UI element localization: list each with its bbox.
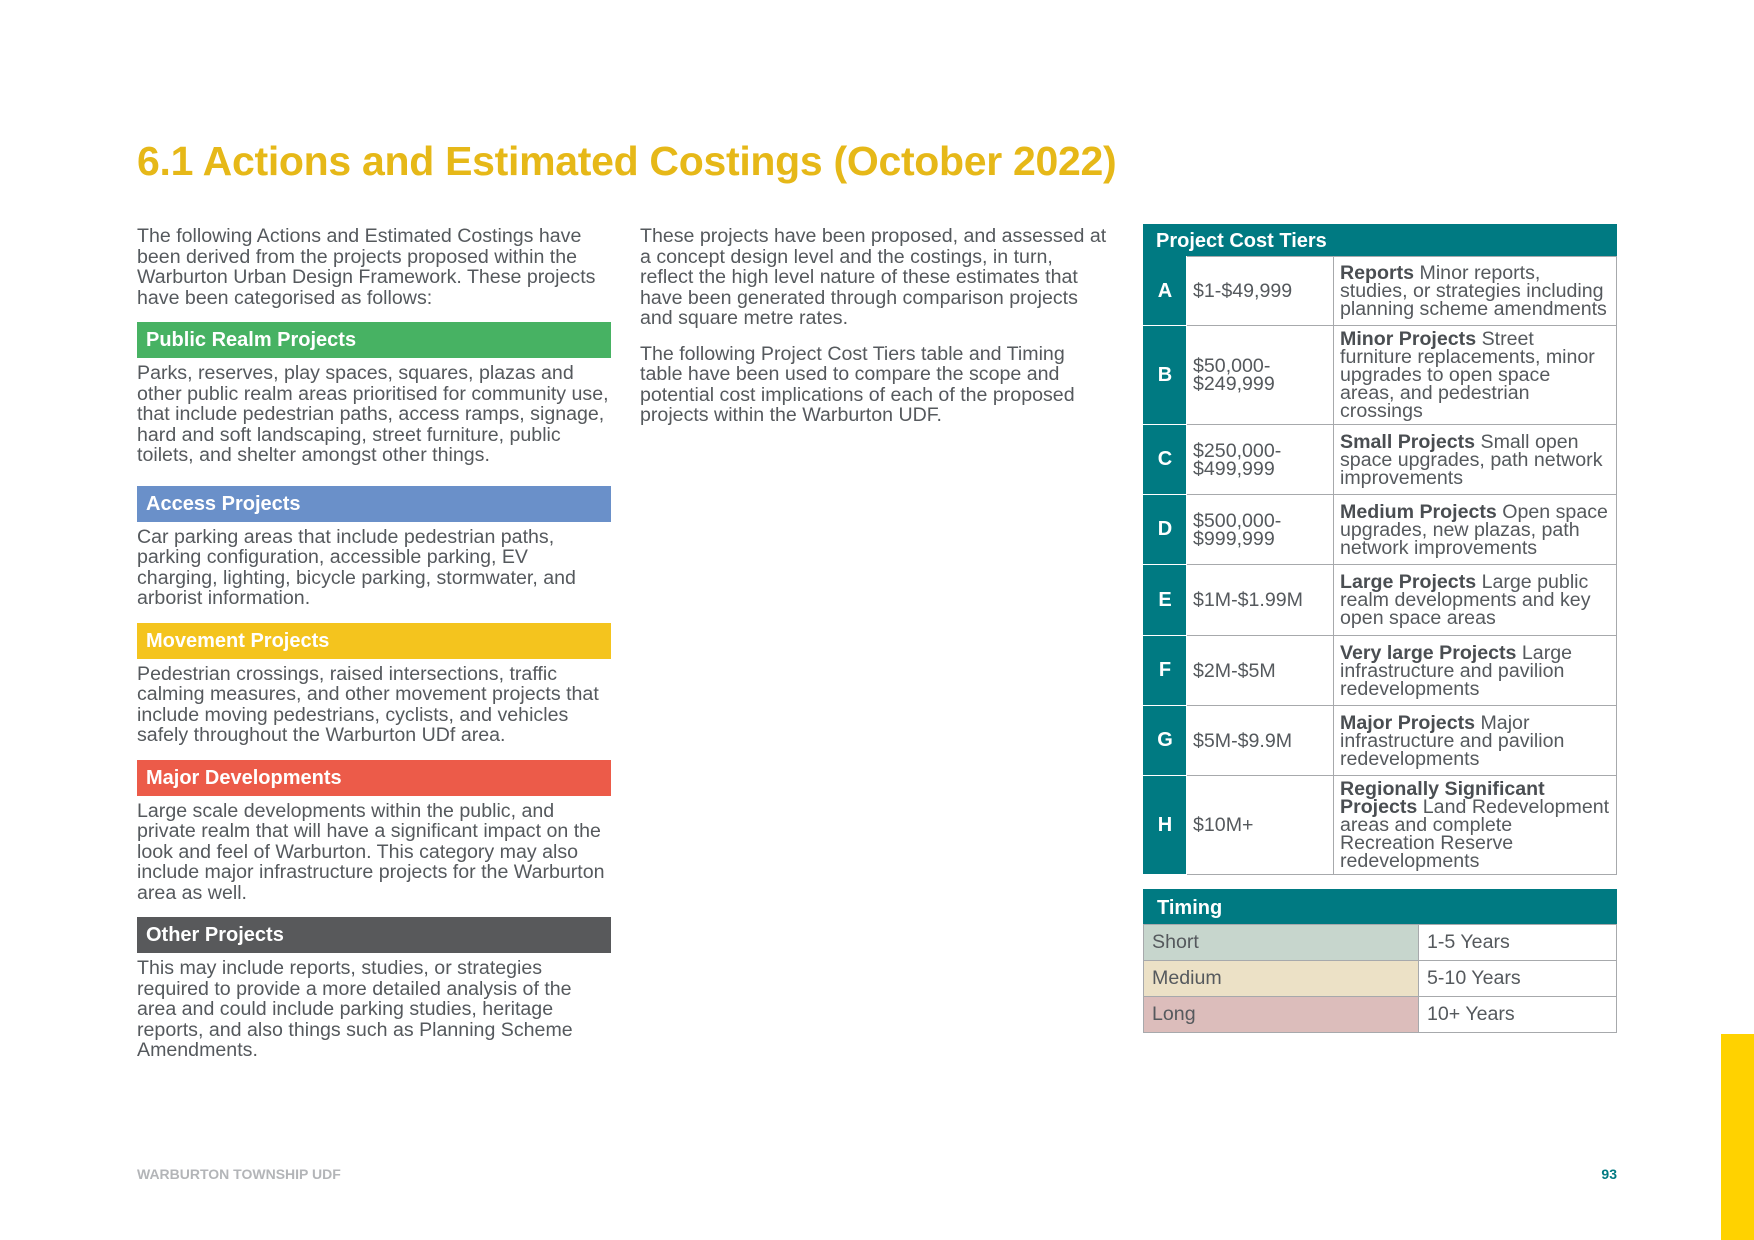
page-number: 93 <box>1601 1166 1617 1182</box>
timing-row <box>1144 925 1617 961</box>
explanation-paragraph: The following Project Cost Tiers table and Timing table have been used to compare the scope and potential cost implications of each of the proposed projects within the Warburton UDF. <box>640 342 1075 426</box>
tier-row <box>1144 565 1617 636</box>
tier-detail: Large public realm developments and key open space areas <box>1340 571 1591 629</box>
explanation-column <box>640 226 1110 426</box>
tier-range-line: $10M+ <box>1193 814 1254 836</box>
tier-detail: Open space upgrades, new plazas, path network improvements <box>1340 500 1608 559</box>
tier-range-line: $50,000- <box>1193 355 1271 377</box>
tier-detail: Land Redevelopment areas and complete Recreation Reserve redevelopments <box>1340 796 1610 872</box>
tier-name: Medium Projects <box>1340 500 1497 523</box>
timing-row <box>1144 961 1617 997</box>
tier-range-line: $999,999 <box>1193 527 1275 550</box>
tier-description <box>1334 257 1617 326</box>
tier-letter: C <box>1144 425 1187 495</box>
tier-range <box>1187 425 1334 495</box>
cost-tiers-heading: Project Cost Tiers <box>1143 224 1617 256</box>
tier-detail: Major infrastructure and pavilion redevelopments <box>1340 711 1565 770</box>
categories-column <box>137 226 611 1061</box>
tier-letter: A <box>1144 257 1187 326</box>
tier-letter: E <box>1144 565 1187 636</box>
tier-detail: Small open space upgrades, path network improvements <box>1340 430 1603 489</box>
tier-row <box>1144 495 1617 565</box>
page-title: 6.1 Actions and Estimated Costings (October 2022) <box>137 138 1117 184</box>
tier-row <box>1144 326 1617 425</box>
tier-letter: G <box>1144 706 1187 776</box>
tier-range-line: $249,999 <box>1193 373 1275 395</box>
tier-row <box>1144 636 1617 706</box>
tier-range <box>1187 495 1334 565</box>
tier-range-line: $1-$49,999 <box>1193 280 1293 302</box>
tier-description <box>1334 776 1617 875</box>
category-major-developments <box>137 760 611 904</box>
cost-tiers-grid <box>1143 256 1617 875</box>
tier-range-line: $2M-$5M <box>1193 659 1276 682</box>
category-heading: Major Developments <box>137 760 611 796</box>
tier-letter: D <box>1144 495 1187 565</box>
tier-row <box>1144 776 1617 875</box>
tier-description <box>1334 706 1617 776</box>
category-other <box>137 917 611 1061</box>
category-description: Large scale developments within the public, and private realm that will have a significant impact on the look and feel of Warburton. This category may also include major infrastructure projects for the Warburton area as well. <box>137 799 605 904</box>
footer-document-title: WARBURTON TOWNSHIP UDF <box>137 1166 341 1182</box>
tier-description <box>1334 565 1617 636</box>
tier-range-line: $1M-$1.99M <box>1193 589 1303 611</box>
tier-range-line: $500,000- <box>1193 509 1282 532</box>
category-heading: Movement Projects <box>137 623 611 659</box>
tier-name: Major Projects <box>1340 711 1476 734</box>
category-access <box>137 486 611 609</box>
tier-letter: F <box>1144 636 1187 706</box>
category-movement <box>137 623 611 746</box>
tier-detail: Street furniture replacements, minor upgrades to open space areas, and pedestrian crossings <box>1340 328 1595 422</box>
tier-name: Regionally Significant Projects <box>1340 778 1545 818</box>
tier-range <box>1187 326 1334 425</box>
timing-grid <box>1143 924 1617 1033</box>
tier-detail: Large infrastructure and pavilion redevelopments <box>1340 641 1573 700</box>
tier-range <box>1187 636 1334 706</box>
category-public-realm <box>137 322 611 466</box>
tier-description <box>1334 425 1617 495</box>
timing-label: Long <box>1144 997 1419 1033</box>
tier-description <box>1334 326 1617 425</box>
tier-row <box>1144 257 1617 326</box>
tier-range-line: $250,000- <box>1193 439 1282 462</box>
tier-range <box>1187 776 1334 875</box>
category-heading: Access Projects <box>137 486 611 522</box>
tier-range <box>1187 565 1334 636</box>
category-description: Car parking areas that include pedestrian paths, parking configuration, accessible parking, EV charging, lighting, bicycle parking, stormwater, and arborist information. <box>137 525 576 609</box>
timing-value: 5-10 Years <box>1419 961 1617 997</box>
tier-name: Reports <box>1340 262 1415 284</box>
tier-name: Small Projects <box>1340 430 1476 453</box>
timing-value: 10+ Years <box>1419 997 1617 1033</box>
project-cost-tiers-table <box>1143 224 1617 875</box>
timing-label: Medium <box>1144 961 1419 997</box>
accent-tab <box>1721 1034 1754 1240</box>
timing-table <box>1143 889 1617 1033</box>
timing-row <box>1144 997 1617 1033</box>
timing-label: Short <box>1144 925 1419 961</box>
category-heading: Other Projects <box>137 917 611 953</box>
tier-range <box>1187 706 1334 776</box>
category-description: Parks, reserves, play spaces, squares, plazas and other public realm areas prioritised for community use, that include pedestrian paths, access ramps, signage, hard and soft landscaping, street furniture, public toilets, and shelter amongst other things. <box>137 362 609 466</box>
tier-description <box>1334 636 1617 706</box>
tier-letter: H <box>1144 776 1187 875</box>
tier-name: Large Projects <box>1340 571 1477 593</box>
tier-name: Minor Projects <box>1340 328 1477 350</box>
category-description: Pedestrian crossings, raised intersections, traffic calming measures, and other movement projects that include moving pedestrians, cyclists, and vehicles safely throughout the Warburton UDf area. <box>137 662 599 746</box>
tier-name: Very large Projects <box>1340 641 1517 664</box>
category-description: This may include reports, studies, or strategies required to provide a more detailed analysis of the area and could include parking studies, heritage reports, and also things such as Planning Scheme Amendments. <box>137 957 573 1061</box>
explanation-paragraph: These projects have been proposed, and assessed at a concept design level and the costings, in turn, reflect the high level nature of these estimates that have been generated through comparison projects and square metre rates. <box>640 225 1107 329</box>
timing-value: 1-5 Years <box>1419 925 1617 961</box>
tier-range-line: $5M-$9.9M <box>1193 729 1293 752</box>
tier-range <box>1187 257 1334 326</box>
tier-row <box>1144 706 1617 776</box>
tier-detail: Minor reports, studies, or strategies including planning scheme amendments <box>1340 262 1607 320</box>
category-heading: Public Realm Projects <box>137 322 611 358</box>
tier-row <box>1144 425 1617 495</box>
tier-range-line: $499,999 <box>1193 457 1275 480</box>
tier-letter: B <box>1144 326 1187 425</box>
timing-heading: Timing <box>1143 889 1617 924</box>
intro-paragraph: The following Actions and Estimated Costings have been derived from the projects proposed within the Warburton Urban Design Framework. These projects have been categorised as follows: <box>137 225 596 309</box>
tier-description <box>1334 495 1617 565</box>
